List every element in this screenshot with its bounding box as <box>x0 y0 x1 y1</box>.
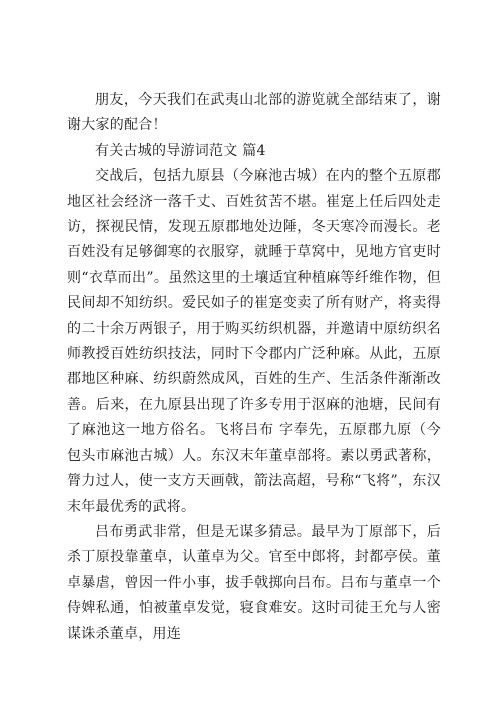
section-title: 有关古城的导游词范文 篇4 <box>95 142 266 159</box>
body-paragraph-1: 交战后，包括九原县（今麻池古城）在内的整个五原郡地区社会经济一落千丈、百姓贫苦不堪。崔寔上任后四处走访，探视民情，发现五原郡地处边陲，冬天寒冷而漫长。老百姓没有足够御寒的衣服穿，就睡于草窝中，见地方官吏时则“衣草而出”。虽然这里的土壤适宜种植麻等纤维作物，但民间却不知纺织。爱民如子的崔寔变卖了所有财产，将卖得的二十余万两银子，用于购买纺织机器，并邀请中原纺织名师教授百姓纺织技法，同时下令郡内广泛种麻。从此，五原郡地区种麻、纺织蔚然成风，百姓的生产、生活条件渐渐改善。后来，在九原县出现了许多专用于沤麻的池塘，民间有了麻池这一地方俗名。飞将吕布 字奉先，五原郡九原（今包头市麻池古城）人。东汉末年董卓部将。素以勇武著称，膂力过人，使一支方天画戟，箭法高超，号称“飞将”，东汉末年最优秀的武将。 <box>67 168 441 515</box>
body-paragraph-2: 吕布勇武非常，但是无谋多猜忌。最早为丁原部下，后杀丁原投靠董卓，认董卓为父。官至中郎将，封都亭侯。董卓暴虐，曾因一件小事，拔手戟掷向吕布。吕布与董卓一个侍婢私通，怕被董卓发觉，寝食难安。这时司徒王允与人密谋诛杀董卓，用连 <box>67 523 441 642</box>
document-body <box>67 88 441 647</box>
closing-paragraph: 朋友，今天我们在武夷山北部的游览就全部结束了，谢谢大家的配合！ <box>67 92 441 134</box>
